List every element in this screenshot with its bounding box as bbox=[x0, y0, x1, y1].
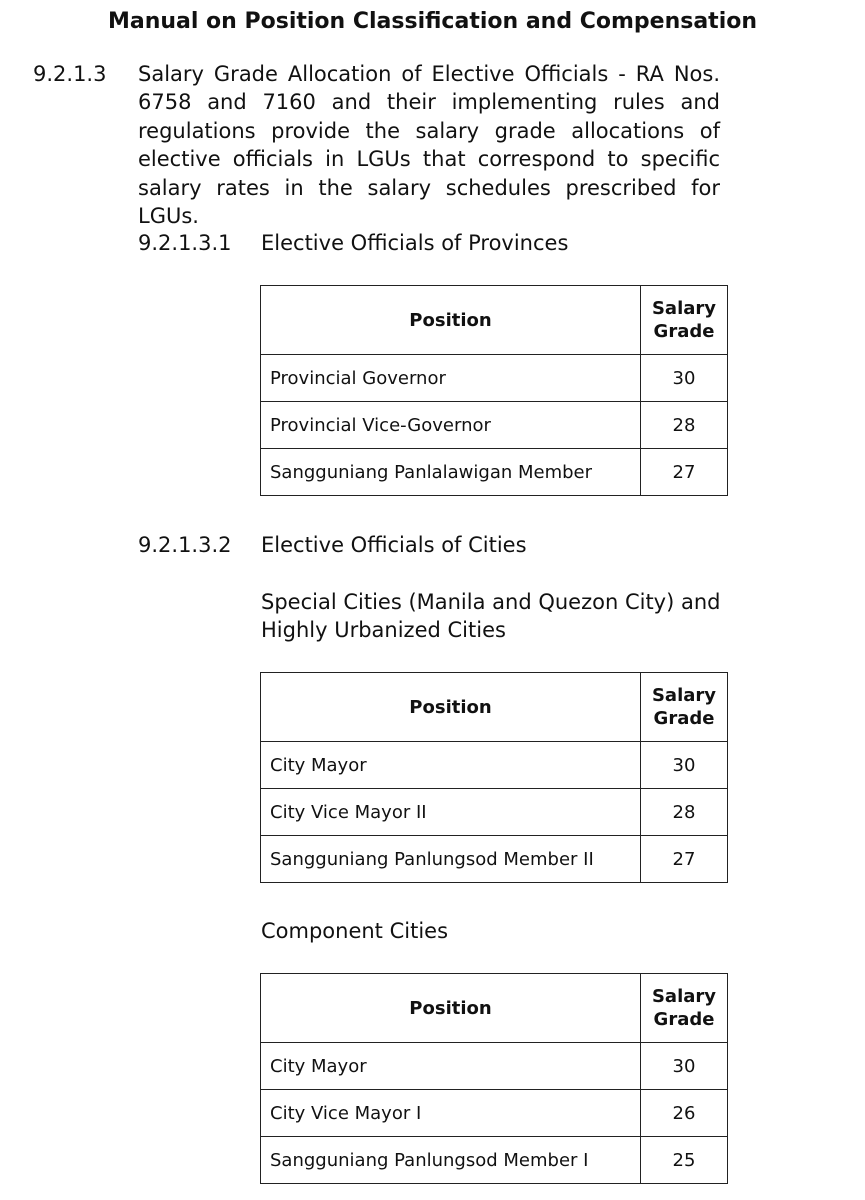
subsection-title-provinces: Elective Officials of Provinces bbox=[261, 231, 569, 255]
table-row bbox=[261, 1137, 728, 1184]
provinces-salary-table bbox=[260, 285, 728, 496]
table-row bbox=[261, 836, 728, 883]
table-header-row bbox=[261, 286, 728, 355]
table-row bbox=[261, 789, 728, 836]
position-cell: Provincial Governor bbox=[261, 355, 641, 402]
salary-grade-cell: 30 bbox=[641, 355, 728, 402]
position-column-header: Position bbox=[261, 673, 641, 742]
component-cities-salary-table bbox=[260, 973, 728, 1184]
position-cell: Sangguniang Panlungsod Member II bbox=[261, 836, 641, 883]
salary-grade-column-header: Salary Grade bbox=[641, 974, 728, 1043]
table-row bbox=[261, 355, 728, 402]
position-cell: City Mayor bbox=[261, 1043, 641, 1090]
salary-grade-column-header: Salary Grade bbox=[641, 286, 728, 355]
position-cell: City Mayor bbox=[261, 742, 641, 789]
special-cities-label: Special Cities (Manila and Quezon City) and Highly Urbanized Cities bbox=[261, 590, 721, 643]
table-row bbox=[261, 1043, 728, 1090]
salary-grade-cell: 28 bbox=[641, 789, 728, 836]
salary-grade-cell: 30 bbox=[641, 742, 728, 789]
salary-grade-cell: 28 bbox=[641, 402, 728, 449]
table-row bbox=[261, 742, 728, 789]
position-cell: City Vice Mayor II bbox=[261, 789, 641, 836]
position-cell: Sangguniang Panlalawigan Member bbox=[261, 449, 641, 496]
special-cities-salary-table bbox=[260, 672, 728, 883]
table-header-row bbox=[261, 673, 728, 742]
table-row bbox=[261, 1090, 728, 1137]
position-cell: Provincial Vice-Governor bbox=[261, 402, 641, 449]
salary-grade-cell: 27 bbox=[641, 449, 728, 496]
salary-grade-cell: 25 bbox=[641, 1137, 728, 1184]
component-cities-label: Component Cities bbox=[261, 919, 449, 943]
subsection-number-cities: 9.2.1.3.2 bbox=[138, 533, 232, 557]
subsection-number-provinces: 9.2.1.3.1 bbox=[138, 231, 232, 255]
position-column-header: Position bbox=[261, 286, 641, 355]
table-row bbox=[261, 402, 728, 449]
table-header-row bbox=[261, 974, 728, 1043]
subsection-title-cities: Elective Officials of Cities bbox=[261, 533, 527, 557]
salary-grade-cell: 27 bbox=[641, 836, 728, 883]
salary-grade-column-header: Salary Grade bbox=[641, 673, 728, 742]
position-cell: City Vice Mayor I bbox=[261, 1090, 641, 1137]
section-paragraph: Salary Grade Allocation of Elective Officials - RA Nos. 6758 and 7160 and their implementing rules and regulations provide the salary grade allocations of elective officials in LGUs that correspond to specific salary rates in the salary schedules prescribed for LGUs. bbox=[138, 62, 720, 229]
salary-grade-cell: 26 bbox=[641, 1090, 728, 1137]
section-number: 9.2.1.3 bbox=[33, 62, 107, 86]
document-title: Manual on Position Classification and Compensation bbox=[107, 9, 758, 34]
position-cell: Sangguniang Panlungsod Member I bbox=[261, 1137, 641, 1184]
table-row bbox=[261, 449, 728, 496]
salary-grade-cell: 30 bbox=[641, 1043, 728, 1090]
position-column-header: Position bbox=[261, 974, 641, 1043]
